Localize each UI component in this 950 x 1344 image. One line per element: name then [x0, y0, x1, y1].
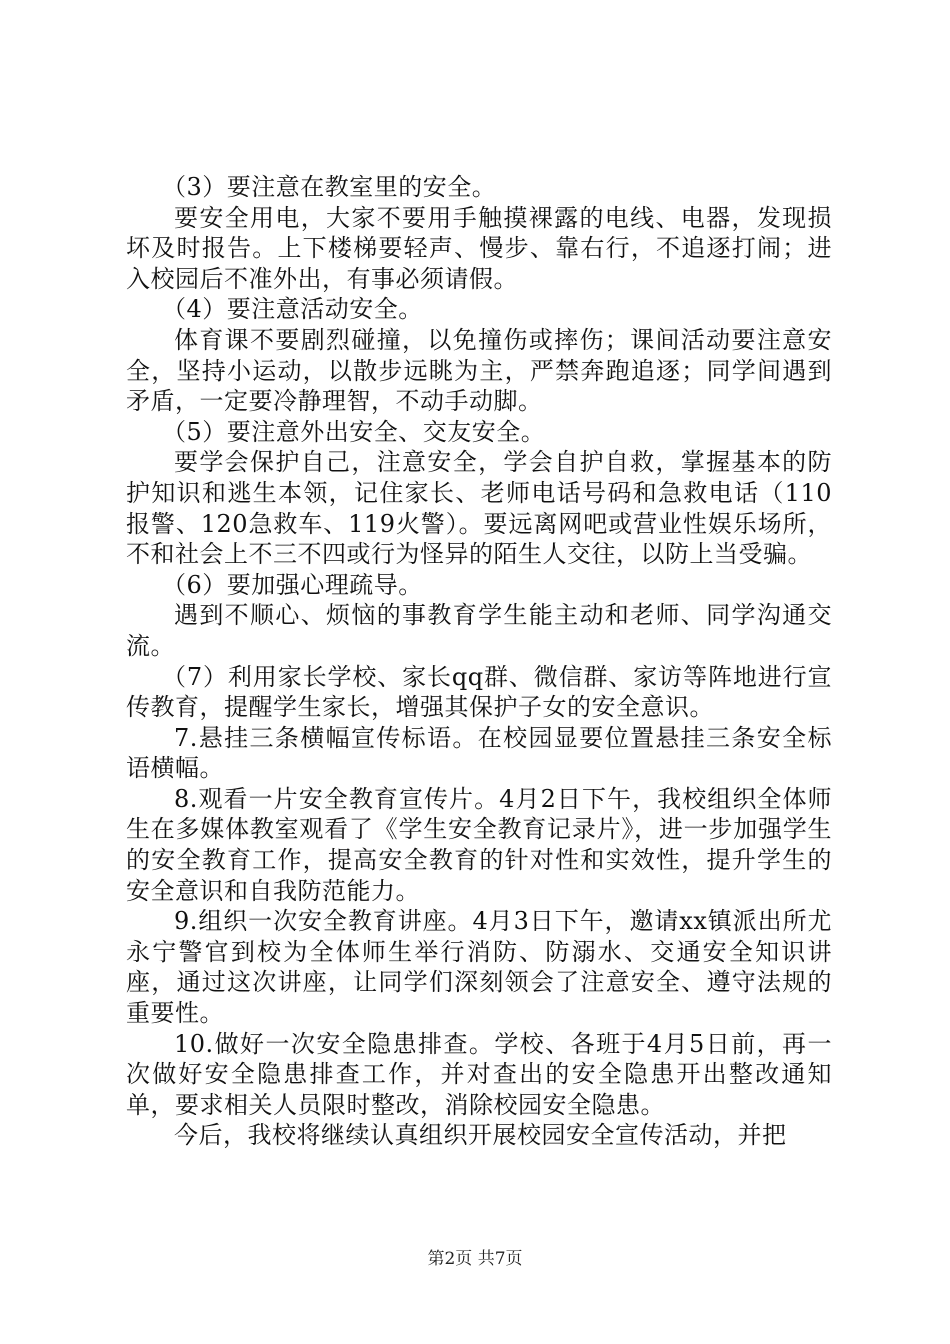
paragraph-safety-film: 8.观看一片安全教育宣传片。4月2日下午，我校组织全体师生在多媒体教室观看了《学生安全教育记录片》，进一步加强学生的安全教育工作，提高安全教育的针对性和实效性，提升学生的安全意识和自我防范能力。 — [126, 784, 832, 905]
heading-classroom-safety: （3）要注意在教室里的安全。 — [162, 173, 497, 201]
document-body — [126, 172, 832, 1151]
paragraph-safety-lecture: 9.组织一次安全教育讲座。4月3日下午，邀请xx镇派出所尤永宁警官到校为全体师生举行消防、防溺水、交通安全知识讲座，通过这次讲座，让同学们深刻领会了注意安全、遵守法规的重要性。 — [126, 907, 832, 1028]
paragraph-pe-recess: 体育课不要剧烈碰撞，以免撞伤或摔伤；课间活动要注意安全，坚持小运动，以散步远眺为主，严禁奔跑追逐；同学间遇到矛盾，一定要冷静理智，不动手动脚。 — [126, 325, 832, 416]
heading-outing-safety: （5）要注意外出安全、交友安全。 — [162, 417, 546, 446]
paragraph-banners: 7.悬挂三条横幅宣传标语。在校园显要位置悬挂三条安全标语横幅。 — [126, 723, 832, 783]
paragraph-communication: 遇到不顺心、烦恼的事教育学生能主动和老师、同学沟通交流。 — [126, 601, 832, 660]
paragraph-parent-channels: （7）利用家长学校、家长qq群、微信群、家访等阵地进行宣传教育，提醒学生家长，增强其保护子女的安全意识。 — [126, 662, 832, 722]
paragraph-self-protection: 要学会保护自己，注意安全，学会自护自救，掌握基本的防护知识和逃生本领，记住家长、老师电话号码和急救电话（110报警、120急救车、119火警）。要远离网吧或营业性娱乐场所，不和社会上不三不四或行为怪异的陌生人交往，以防上当受骗。 — [126, 448, 832, 569]
paragraph-hazard-inspection: 10.做好一次安全隐患排查。学校、各班于4月5日前，再一次做好安全隐患排查工作，并对查出的安全隐患开出整改通知单，要求相关人员限时整改，消除校园安全隐患。 — [126, 1029, 832, 1119]
paragraph-electricity-stairs: 要安全用电，大家不要用手触摸裸露的电线、电器，发现损坏及时报告。上下楼梯要轻声、慢步、靠右行，不追逐打闹；进入校园后不准外出，有事必须请假。 — [126, 203, 832, 293]
paragraph-future-plans: 今后，我校将继续认真组织开展校园安全宣传活动，并把 — [174, 1121, 787, 1150]
heading-psychological-guidance: （6）要加强心理疏导。 — [162, 570, 423, 599]
heading-activity-safety: （4）要注意活动安全。 — [162, 295, 423, 324]
page-number-footer: 第2页 共7页 — [427, 1249, 523, 1269]
